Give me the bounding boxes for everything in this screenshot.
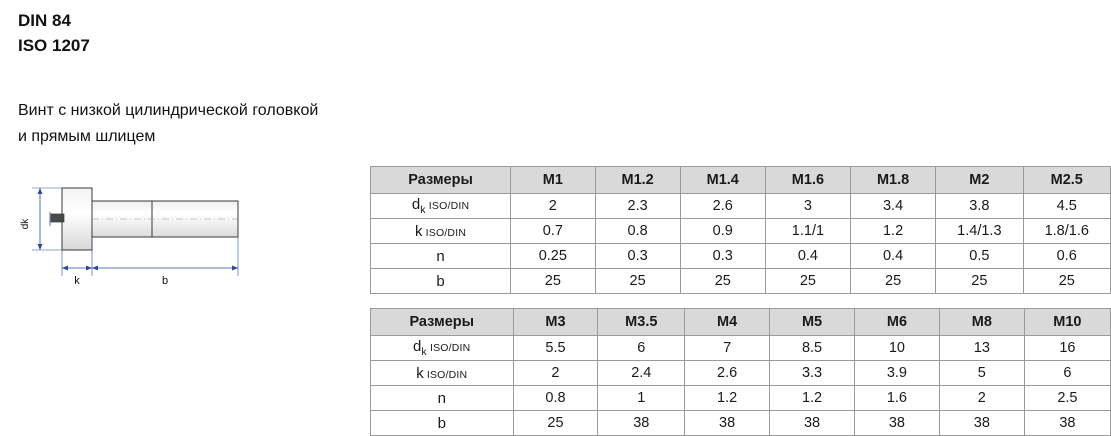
table-cell: 0.3: [680, 244, 765, 269]
table-cell: 3.9: [854, 361, 939, 386]
table-cell: 6: [1024, 361, 1110, 386]
row-label-symbol: b: [436, 272, 445, 290]
table-row: [371, 361, 1111, 386]
row-label-standard: ISO/DIN: [426, 342, 471, 355]
column-header-size: M3: [513, 309, 598, 336]
table-cell: 10: [854, 336, 939, 361]
column-header-dimensions: Размеры: [371, 167, 511, 194]
column-header-size: M4: [685, 309, 770, 336]
table-cell: 1.8/1.6: [1023, 219, 1110, 244]
table-cell: 1.1/1: [765, 219, 850, 244]
column-header-dimensions: Размеры: [371, 309, 514, 336]
row-label-subscript: k: [420, 203, 426, 216]
table-cell: 16: [1024, 336, 1110, 361]
table-cell: 5: [939, 361, 1024, 386]
table-cell: 0.6: [1023, 244, 1110, 269]
row-label: [371, 219, 511, 244]
row-label-standard: ISO/DIN: [425, 200, 470, 213]
row-label-symbol: b: [437, 414, 446, 432]
column-header-size: M2.5: [1023, 167, 1110, 194]
table-row: [371, 194, 1111, 219]
table-cell: 38: [854, 411, 939, 436]
table-cell: 1.4/1.3: [936, 219, 1023, 244]
row-label-symbol: d: [411, 196, 421, 214]
column-header-size: M1.6: [765, 167, 850, 194]
table-row: [371, 411, 1111, 436]
table-header-row: [371, 309, 1111, 336]
dimension-label-k: k: [74, 275, 80, 287]
table-cell: 0.4: [851, 244, 936, 269]
table-cell: 0.25: [511, 244, 595, 269]
description-line-2: и прямым шлицем: [18, 128, 156, 145]
row-label-symbol: k: [415, 222, 423, 240]
table-header-row: [371, 167, 1111, 194]
table-cell: 1: [598, 386, 685, 411]
table-cell: 1.6: [854, 386, 939, 411]
column-header-size: M1.2: [595, 167, 680, 194]
standard-iso: ISO 1207: [18, 36, 90, 55]
table-cell: 0.5: [936, 244, 1023, 269]
dimensions-table-large-sizes: [370, 308, 1111, 436]
table-cell: 8.5: [770, 336, 855, 361]
table-cell: 1.2: [685, 386, 770, 411]
table-cell: 0.7: [511, 219, 595, 244]
table-cell: 3.8: [936, 194, 1023, 219]
table-cell: 0.8: [513, 386, 598, 411]
column-header-size: M8: [939, 309, 1024, 336]
table-cell: 2: [511, 194, 595, 219]
table-row: [371, 269, 1111, 294]
dimensions-table-small-sizes: [370, 166, 1111, 294]
table-cell: 25: [513, 411, 598, 436]
table-cell: 25: [595, 269, 680, 294]
table-cell: 0.3: [595, 244, 680, 269]
row-label: [371, 269, 511, 294]
row-label: [371, 386, 514, 411]
table-cell: 3: [765, 194, 850, 219]
column-header-size: M2: [936, 167, 1023, 194]
row-label: [371, 244, 511, 269]
table-cell: 7: [685, 336, 770, 361]
table-cell: 2.6: [685, 361, 770, 386]
dimension-label-dk: dk: [20, 218, 31, 230]
table-row: [371, 244, 1111, 269]
standard-din: DIN 84: [18, 11, 71, 30]
table-cell: 1.2: [851, 219, 936, 244]
table-cell: 38: [939, 411, 1024, 436]
row-label-standard: ISO/DIN: [422, 226, 467, 239]
row-label-symbol: k: [416, 364, 424, 382]
table-cell: 25: [765, 269, 850, 294]
row-label-symbol: n: [436, 247, 445, 265]
table-cell: 2: [513, 361, 598, 386]
table-cell: 38: [1024, 411, 1110, 436]
dimension-label-b: b: [161, 275, 169, 287]
table-cell: 5.5: [513, 336, 598, 361]
column-header-size: M1.8: [851, 167, 936, 194]
table-cell: 2.6: [680, 194, 765, 219]
table-cell: 25: [511, 269, 595, 294]
column-header-size: M1.4: [680, 167, 765, 194]
table-cell: 2: [939, 386, 1024, 411]
row-label: [371, 336, 514, 361]
description-line-1: Винт с низкой цилиндрической головкой: [18, 102, 319, 119]
table-cell: 0.8: [595, 219, 680, 244]
table-row: [371, 219, 1111, 244]
product-description: [18, 98, 318, 150]
column-header-size: M10: [1024, 309, 1110, 336]
column-header-size: M5: [770, 309, 855, 336]
table-cell: 38: [770, 411, 855, 436]
row-label: [371, 361, 514, 386]
standard-title-block: [18, 8, 90, 58]
row-label-symbol: d: [413, 338, 422, 356]
column-header-size: M1: [511, 167, 595, 194]
row-label: [371, 194, 511, 219]
table-cell: 25: [936, 269, 1023, 294]
table-large-sizes: [370, 308, 1111, 436]
table-cell: 0.4: [765, 244, 850, 269]
table-cell: 13: [939, 336, 1024, 361]
table-small-sizes: [370, 166, 1111, 294]
table-cell: 25: [680, 269, 765, 294]
table-cell: 1.2: [770, 386, 855, 411]
column-header-size: M3.5: [598, 309, 685, 336]
table-cell: 25: [1023, 269, 1110, 294]
row-label-symbol: n: [437, 389, 446, 407]
row-label-subscript: k: [421, 345, 427, 358]
table-cell: 2.3: [595, 194, 680, 219]
table-cell: 38: [598, 411, 685, 436]
table-cell: 3.3: [770, 361, 855, 386]
table-cell: 3.4: [851, 194, 936, 219]
column-header-size: M6: [854, 309, 939, 336]
screw-technical-drawing: [6, 168, 256, 288]
row-label-standard: ISO/DIN: [423, 368, 468, 381]
table-row: [371, 386, 1111, 411]
table-row: [371, 336, 1111, 361]
table-cell: 38: [685, 411, 770, 436]
table-cell: 2.5: [1024, 386, 1110, 411]
table-cell: 25: [851, 269, 936, 294]
table-cell: 6: [598, 336, 685, 361]
table-cell: 0.9: [680, 219, 765, 244]
table-cell: 4.5: [1023, 194, 1110, 219]
row-label: [371, 411, 514, 436]
table-cell: 2.4: [598, 361, 685, 386]
